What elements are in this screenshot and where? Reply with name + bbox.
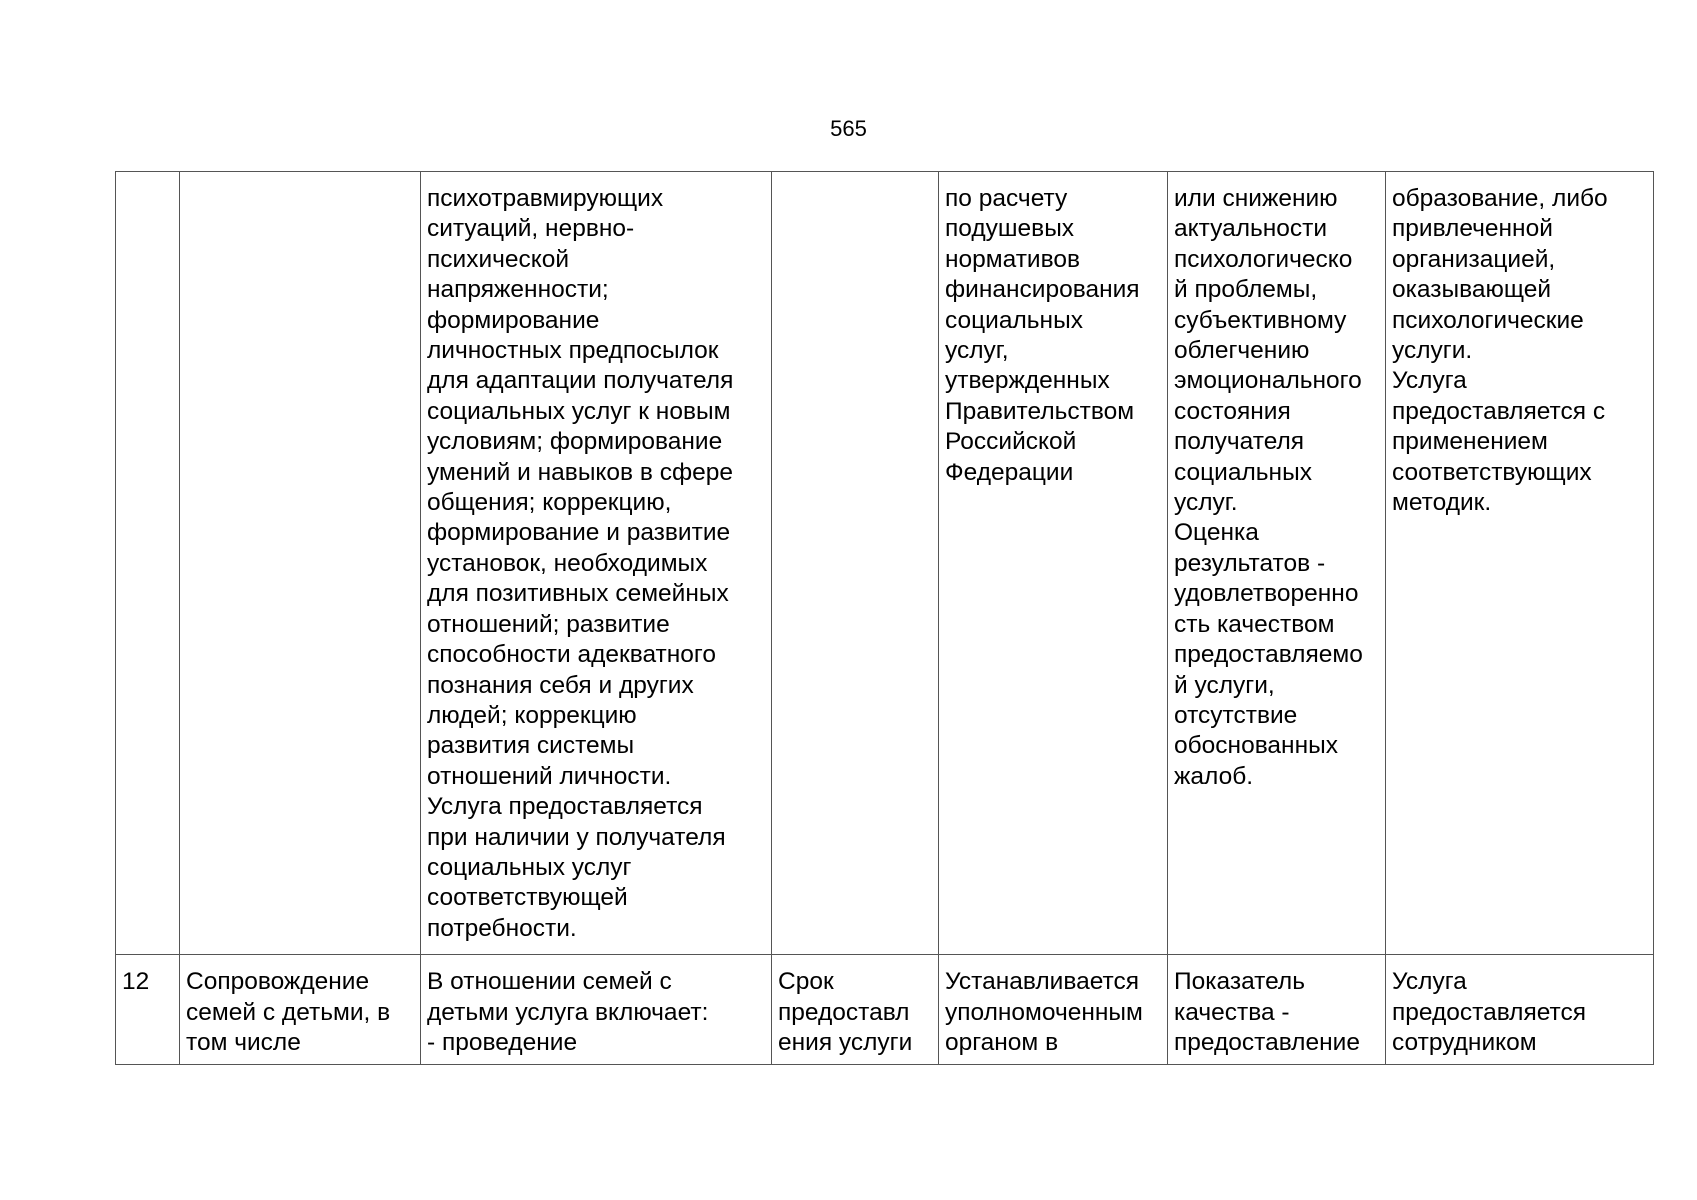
cell-conditions: Услуга предоставляется сотрудником — [1386, 955, 1654, 1065]
cell-number: 12 — [116, 955, 180, 1065]
page-number: 565 — [830, 116, 867, 141]
cell-service-name — [180, 172, 421, 955]
cell-cost: по расчету подушевых нормативов финансирования социальных услуг, утвержденных Правительством Российской Федерации — [939, 172, 1168, 955]
cell-number — [116, 172, 180, 955]
cell-service-name: Сопровождение семей с детьми, в том числе — [180, 955, 421, 1065]
cell-description: психотравмирующих ситуаций, нервно- психической напряженности; формирование личностных предпосылок для адаптации получателя социальных услуг к новым условиям; формирование умений и навыков в сфере общения; коррекцию, формирование и развитие установок, необходимых для позитивных семейных отношений; развитие способности адекватного познания себя и других людей; коррекцию развития системы отношений личности. Услуга предоставляется при наличии у получателя социальных услуг соответствующей потребности. — [421, 172, 772, 955]
cell-term: Срок предоставл ения услуги — [772, 955, 939, 1065]
table-row — [116, 955, 1654, 1065]
cell-conditions: образование, либо привлеченной организацией, оказывающей психологические услуги. Услуга предоставляется с применением соответствующих методик. — [1386, 172, 1654, 955]
cell-term — [772, 172, 939, 955]
table-row — [116, 172, 1654, 955]
cell-description: В отношении семей с детьми услуга включает: - проведение — [421, 955, 772, 1065]
cell-cost: Устанавливается уполномоченным органом в — [939, 955, 1168, 1065]
cell-quality: или снижению актуальности психологическо й проблемы, субъективному облегчению эмоционального состояния получателя социальных услуг. Оценка результатов - удовлетворенно сть качеством предоставляемо й услуги, отсутствие обоснованных жалоб. — [1168, 172, 1386, 955]
services-table — [115, 171, 1654, 1065]
cell-quality: Показатель качества - предоставление — [1168, 955, 1386, 1065]
